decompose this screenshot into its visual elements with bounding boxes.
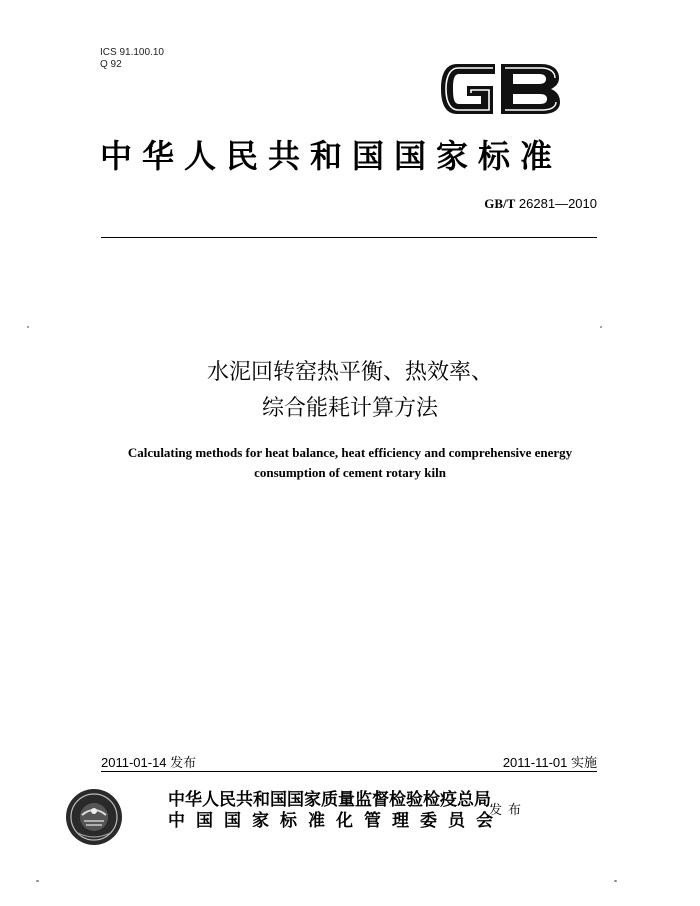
issue-label: 发布 — [489, 803, 528, 818]
issue-date: 2011-01-14 发布 — [101, 755, 197, 770]
standard-prefix: GB/T — [484, 196, 516, 211]
gb-logo — [437, 58, 563, 120]
organization-title: 中华人民共和国国家标准 — [100, 137, 563, 175]
scan-speck — [36, 880, 39, 882]
title-chinese — [0, 355, 700, 427]
implementation-date: 2011-11-01 实施 — [502, 755, 597, 770]
scan-speck — [27, 326, 29, 328]
title-english — [0, 443, 700, 483]
issuer-line1: 中华人民共和国国家质量监督检验检疫总局 — [168, 790, 491, 810]
bottom-divider — [101, 771, 597, 772]
ics-code: ICS 91.100.10 — [100, 47, 164, 58]
issuing-authorities — [168, 790, 504, 832]
standard-code: 26281—2010 — [518, 196, 597, 211]
title-english-line1: Calculating methods for heat balance, heat efficiency and comprehensive energy — [127, 445, 573, 460]
scan-speck — [614, 880, 617, 882]
top-divider — [101, 237, 597, 238]
issuer-line2: 中国国家标准化管理委员会 — [168, 811, 504, 831]
title-chinese-line1: 水泥回转窑热平衡、热效率、 — [206, 360, 493, 385]
scan-speck — [600, 326, 602, 328]
ccs-code: Q 92 — [100, 59, 122, 70]
issuer-seal-icon — [64, 787, 124, 847]
standard-number — [484, 196, 597, 212]
title-english-line2: consumption of cement rotary kiln — [254, 465, 446, 480]
title-chinese-line2: 综合能耗计算方法 — [261, 396, 438, 421]
classification-codes — [100, 47, 164, 71]
